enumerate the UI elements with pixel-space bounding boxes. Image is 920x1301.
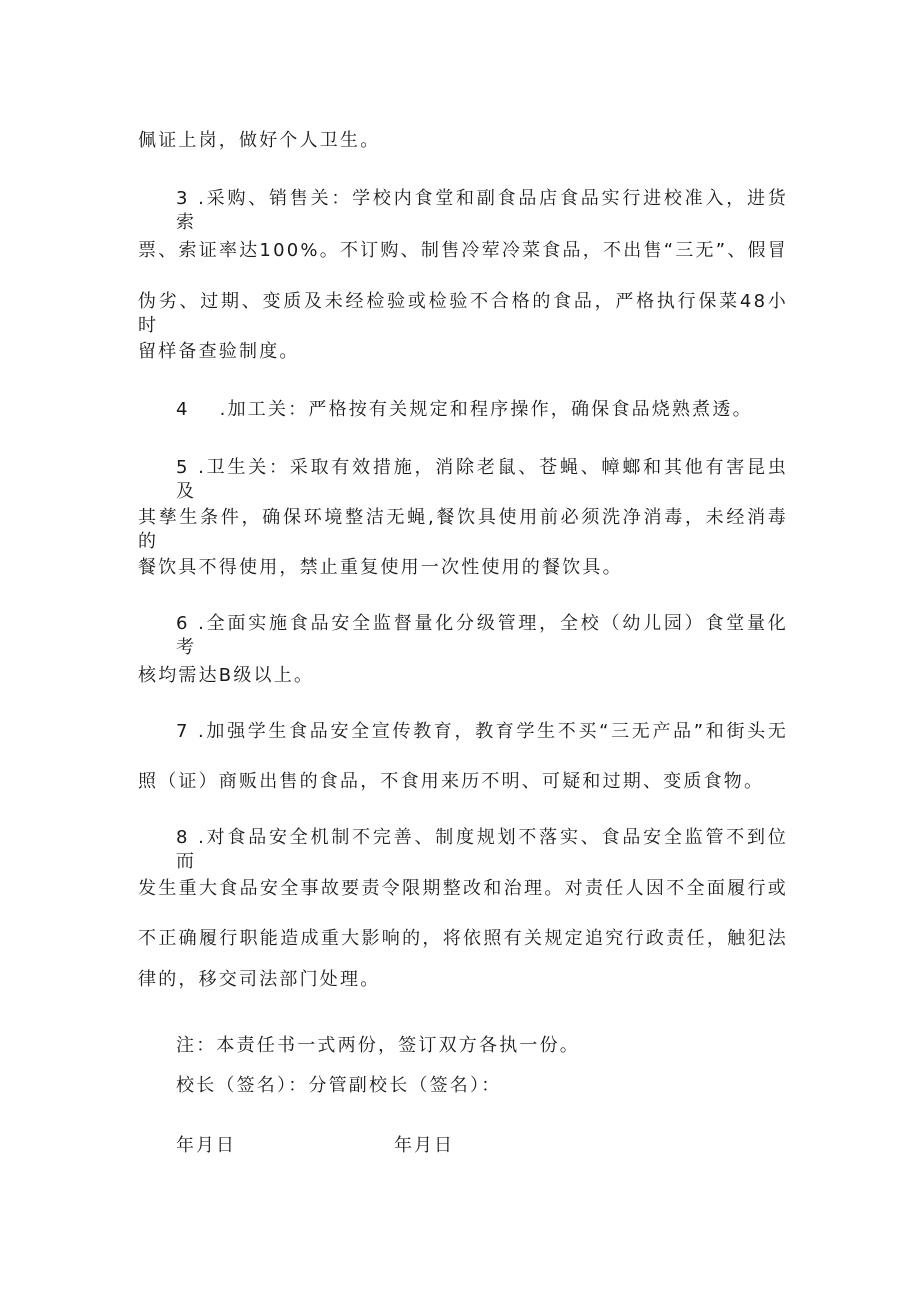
clause-3-line-2: 票、索证率达100%。不订购、制售冷荤冷菜食品，不出售“三无”、假冒 [138,240,788,261]
clause-5-line-3: 餐饮具不得使用，禁止重复使用一次性使用的餐饮具。 [138,557,623,578]
clause-4-line [176,398,788,422]
clause-4-text: .加工关：严格按有关规定和程序操作，确保食品烧熟煮透。 [219,399,753,420]
clause-7-line-2: 照（证）商贩出售的食品，不食用来历不明、可疑和过期、变质食物。 [138,771,765,792]
signature-line: 校长（签名）：分管副校长（签名）： [176,1075,502,1096]
clause-8-line-4: 律的，移交司法部门处理。 [138,969,381,990]
note-line: 注：本责任书一式两份，签订双方各执一份。 [176,1035,580,1056]
clause-8-line-1: 8 .对食品安全机制不完善、制度规划不落实、食品安全监管不到位而 [176,827,788,872]
clause-8-line-2: 发生重大食品安全事故要责令限期整改和治理。对责任人因不全面履行或 [138,878,788,899]
clause-3-line-1: 3 .采购、销售关：学校内食堂和副食品店食品实行进校准入，进货索 [176,188,788,233]
clause-8-line-3: 不正确履行职能造成重大影响的，将依照有关规定追究行政责任，触犯法 [138,928,788,949]
clause-3-line-4: 留样备查验制度。 [138,341,300,362]
date-field-vice-principal: 年月日 [394,1135,454,1156]
date-field-principal: 年月日 [176,1135,236,1156]
clause-6-line-1: 6 .全面实施食品安全监督量化分级管理，全校（幼儿园）食堂量化考 [176,613,788,658]
clause-5-line-1: 5 .卫生关：采取有效措施，消除老鼠、苍蝇、幛螂和其他有害昆虫及 [176,457,788,502]
clause-4-number: 4 [176,399,190,420]
clause-5-line-2: 其孳生条件，确保环境整洁无蝇,餐饮具使用前必须洗净消毒，未经消毒的 [138,507,788,552]
clause-3-line-3: 伪劣、过期、变质及未经检验或检验不合格的食品，严格执行保菜48小时 [138,291,788,336]
text-line: 佩证上岗，做好个人卫生。 [138,130,381,151]
date-row [176,1134,454,1158]
clause-7-line-1: 7 .加强学生食品安全宣传教育，教育学生不买“三无产品”和街头无 [176,721,788,742]
clause-6-line-2: 核均需达B级以上。 [138,665,315,686]
